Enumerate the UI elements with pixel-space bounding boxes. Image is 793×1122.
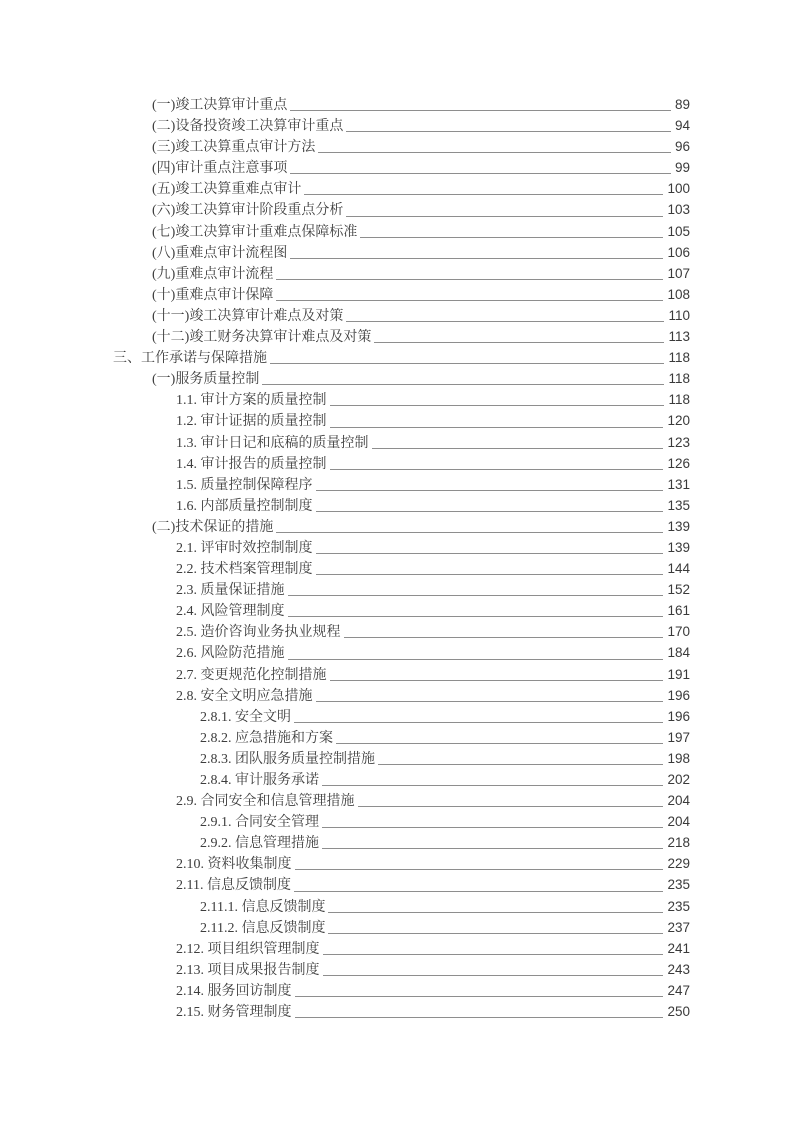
toc-entry-label: 2.2. 技术档案管理制度 — [176, 562, 313, 578]
toc-entry-label: 1.2. 审计证据的质量控制 — [176, 414, 327, 430]
toc-entry-label: (五)竣工决算重难点审计 — [152, 182, 302, 198]
toc-entry-page-number: 241 — [667, 940, 690, 956]
leader-line — [346, 216, 663, 217]
toc-entry-page-number: 94 — [674, 118, 690, 134]
toc-entry-label: 三、工作承诺与保障措施 — [113, 351, 267, 367]
toc-entry-label: 2.1. 评审时效控制制度 — [176, 540, 313, 556]
toc-entry[interactable] — [113, 115, 690, 136]
toc-entry[interactable] — [113, 368, 690, 389]
toc-entry-label: 2.8.4. 审计服务承诺 — [200, 773, 319, 788]
toc-entry[interactable] — [113, 748, 690, 769]
toc-entry[interactable] — [113, 495, 690, 516]
toc-entry-page-number: 191 — [667, 666, 690, 682]
toc-entry[interactable] — [113, 727, 690, 748]
leader-line — [360, 237, 663, 238]
toc-entry-label: 2.4. 风险管理制度 — [176, 604, 285, 620]
leader-line — [328, 912, 663, 913]
toc-entry-page-number: 184 — [667, 645, 690, 661]
toc-entry-page-number: 204 — [667, 814, 690, 830]
toc-entry[interactable] — [113, 94, 690, 115]
toc-entry-page-number: 139 — [667, 539, 690, 555]
toc-entry[interactable] — [113, 579, 690, 600]
toc-entry[interactable] — [113, 853, 690, 874]
toc-entry-page-number: 131 — [667, 476, 690, 492]
toc-entry[interactable] — [113, 410, 690, 431]
leader-line — [295, 996, 664, 997]
leader-line — [316, 574, 664, 575]
leader-line — [316, 511, 664, 512]
toc-entry-page-number: 110 — [668, 307, 690, 323]
toc-entry[interactable] — [113, 832, 690, 853]
toc-entry-page-number: 96 — [674, 139, 690, 155]
toc-entry[interactable] — [113, 347, 690, 368]
leader-line — [322, 785, 663, 786]
leader-line — [328, 933, 663, 934]
toc-entry-label: 1.4. 审计报告的质量控制 — [176, 456, 327, 472]
toc-entry-label: 2.11. 信息反馈制度 — [176, 878, 291, 894]
toc-entry-page-number: 89 — [674, 97, 690, 112]
toc-entry[interactable] — [113, 136, 690, 157]
toc-entry-page-number: 202 — [667, 772, 690, 787]
toc-entry-page-number: 105 — [667, 223, 690, 239]
leader-line — [358, 806, 664, 807]
toc-entry-page-number: 107 — [667, 265, 690, 281]
leader-line — [318, 152, 671, 153]
leader-line — [330, 469, 664, 470]
leader-line — [344, 637, 664, 638]
toc-entry-label: 2.15. 财务管理制度 — [176, 1005, 292, 1021]
toc-entry-page-number: 120 — [667, 413, 690, 429]
toc-entry-label: 2.9.1. 合同安全管理 — [200, 815, 319, 831]
leader-line — [290, 258, 663, 259]
leader-line — [270, 363, 664, 364]
toc-entry[interactable] — [113, 959, 690, 980]
toc-entry-label: 1.6. 内部质量控制制度 — [176, 498, 313, 514]
toc-entry-label: 2.13. 项目成果报告制度 — [176, 962, 320, 978]
toc-entry[interactable] — [113, 600, 690, 621]
leader-line — [372, 448, 664, 449]
toc-entry[interactable] — [113, 685, 690, 706]
toc-entry[interactable] — [113, 980, 690, 1001]
toc-entry-label: 2.8.3. 团队服务质量控制措施 — [200, 751, 375, 767]
leader-line — [276, 279, 663, 280]
leader-line — [295, 1017, 664, 1018]
toc-entry[interactable] — [113, 157, 690, 178]
leader-line — [276, 300, 663, 301]
leader-line — [288, 595, 664, 596]
toc-entry[interactable] — [113, 621, 690, 642]
leader-line — [336, 743, 663, 744]
toc-entry-page-number: 198 — [667, 750, 690, 766]
toc-entry-page-number: 161 — [667, 603, 690, 619]
leader-line — [304, 194, 663, 195]
toc-entry-label: (七)竣工决算审计重难点保障标准 — [152, 224, 358, 240]
leader-line — [295, 869, 664, 870]
leader-line — [294, 891, 663, 892]
toc-entry-label: 1.1. 审计方案的质量控制 — [176, 393, 327, 409]
leader-line — [346, 321, 664, 322]
leader-line — [330, 405, 665, 406]
toc-entry-page-number: 118 — [668, 350, 690, 366]
toc-entry-label: 2.5. 造价咨询业务执业规程 — [176, 625, 341, 641]
toc-entry-page-number: 139 — [667, 518, 690, 534]
toc-entry-label: 1.3. 审计日记和底稿的质量控制 — [176, 435, 369, 451]
toc-entry[interactable] — [113, 199, 690, 220]
toc-entry-label: (三)竣工决算重点审计方法 — [152, 140, 316, 156]
toc-entry[interactable] — [113, 642, 690, 663]
toc-entry-label: (一)服务质量控制 — [152, 372, 260, 388]
toc-entry-label: 2.3. 质量保证措施 — [176, 583, 285, 599]
toc-entry-page-number: 113 — [668, 329, 690, 345]
leader-line — [316, 701, 664, 702]
toc-entry-label: 2.8.2. 应急措施和方案 — [200, 730, 333, 746]
toc-entry-label: (四)审计重点注意事项 — [152, 161, 288, 177]
toc-entry[interactable] — [113, 474, 690, 495]
toc-entry[interactable] — [113, 305, 690, 326]
toc-entry[interactable] — [113, 178, 690, 199]
leader-line — [322, 848, 663, 849]
toc-entry-page-number: 243 — [667, 961, 690, 977]
toc-entry-label: (二)设备投资竣工决算审计重点 — [152, 119, 344, 135]
toc-entry-page-number: 144 — [667, 561, 690, 577]
toc-entry-label: 2.7. 变更规范化控制措施 — [176, 667, 327, 683]
toc-entry[interactable] — [113, 938, 690, 959]
leader-line — [294, 722, 663, 723]
toc-entry-label: 1.5. 质量控制保障程序 — [176, 477, 313, 493]
toc-entry[interactable] — [113, 516, 690, 537]
toc-entry-label: 2.6. 风险防范措施 — [176, 646, 285, 662]
leader-line — [330, 680, 664, 681]
toc-entry[interactable] — [113, 896, 690, 917]
toc-entry-page-number: 118 — [668, 371, 690, 387]
toc-entry-label: 2.14. 服务回访制度 — [176, 983, 292, 999]
leader-line — [322, 827, 663, 828]
toc-entry-label: 2.8. 安全文明应急措施 — [176, 688, 313, 704]
toc-entry[interactable] — [113, 874, 690, 895]
toc-entry[interactable] — [113, 242, 690, 263]
toc-entry[interactable] — [113, 432, 690, 453]
leader-line — [323, 975, 664, 976]
toc-entry-page-number: 204 — [667, 793, 690, 809]
toc-entry-label: (十一)竣工决算审计难点及对策 — [152, 308, 344, 324]
toc-entry-page-number: 247 — [667, 982, 690, 998]
toc-entry-page-number: 235 — [667, 877, 690, 893]
toc-entry-page-number: 197 — [667, 729, 690, 745]
toc-entry-label: 2.12. 项目组织管理制度 — [176, 941, 320, 957]
toc-entry-label: (二)技术保证的措施 — [152, 519, 274, 535]
toc-entry-label: (六)竣工决算审计阶段重点分析 — [152, 203, 344, 219]
toc-entry[interactable] — [113, 537, 690, 558]
toc-entry-page-number: 103 — [667, 202, 690, 218]
toc-entry[interactable] — [113, 664, 690, 685]
toc-entry-label: 2.11.1. 信息反馈制度 — [200, 899, 326, 915]
toc-entry[interactable] — [113, 811, 690, 832]
toc-entry-page-number: 196 — [667, 708, 690, 724]
toc-entry-label: (十)重难点审计保障 — [152, 287, 274, 303]
toc-entry[interactable] — [113, 558, 690, 579]
toc-entry[interactable] — [113, 263, 690, 284]
toc-entry-page-number: 250 — [667, 1004, 690, 1020]
toc-entry-label: 2.11.2. 信息反馈制度 — [200, 920, 326, 936]
leader-line — [290, 173, 671, 174]
toc-entry-label: 2.9.2. 信息管理措施 — [200, 836, 319, 852]
toc-entry-label: (九)重难点审计流程 — [152, 266, 274, 282]
toc-entry[interactable] — [113, 453, 690, 474]
toc-entry-page-number: 135 — [667, 497, 690, 513]
toc-entry-page-number: 106 — [667, 244, 690, 260]
leader-line — [316, 553, 664, 554]
toc-entry-page-number: 126 — [667, 455, 690, 471]
toc-entry-page-number: 170 — [667, 624, 690, 640]
toc-entry[interactable] — [113, 221, 690, 242]
leader-line — [346, 131, 671, 132]
toc-entry[interactable] — [113, 706, 690, 727]
toc-entry-label: 2.8.1. 安全文明 — [200, 709, 291, 725]
toc-entry[interactable] — [113, 326, 690, 347]
leader-line — [276, 532, 663, 533]
toc-entry-label: (一)竣工决算审计重点 — [152, 98, 288, 113]
leader-line — [374, 342, 664, 343]
leader-line — [288, 659, 664, 660]
toc-entry[interactable] — [113, 917, 690, 938]
toc-entry-page-number: 100 — [667, 181, 690, 197]
leader-line — [290, 110, 671, 111]
table-of-contents — [113, 94, 690, 1022]
toc-entry-page-number: 108 — [667, 286, 690, 302]
toc-entry[interactable] — [113, 284, 690, 305]
toc-entry-label: 2.10. 资料收集制度 — [176, 857, 292, 873]
toc-entry-page-number: 237 — [667, 919, 690, 935]
toc-entry-page-number: 152 — [667, 582, 690, 598]
toc-entry-page-number: 123 — [667, 434, 690, 450]
toc-entry[interactable] — [113, 769, 690, 790]
leader-line — [378, 764, 663, 765]
toc-entry-label: (八)重难点审计流程图 — [152, 245, 288, 261]
leader-line — [288, 616, 664, 617]
toc-entry-page-number: 99 — [674, 160, 690, 176]
toc-entry[interactable] — [113, 1001, 690, 1022]
leader-line — [323, 954, 664, 955]
leader-line — [316, 490, 664, 491]
toc-entry[interactable] — [113, 389, 690, 410]
toc-entry-page-number: 235 — [667, 898, 690, 914]
toc-entry-page-number: 229 — [667, 856, 690, 872]
leader-line — [330, 427, 664, 428]
toc-entry-label: 2.9. 合同安全和信息管理措施 — [176, 794, 355, 810]
toc-entry-page-number: 196 — [667, 687, 690, 703]
toc-entry[interactable] — [113, 790, 690, 811]
toc-entry-page-number: 118 — [668, 392, 690, 408]
toc-entry-label: (十二)竣工财务决算审计难点及对策 — [152, 330, 372, 346]
leader-line — [262, 384, 664, 385]
toc-entry-page-number: 218 — [667, 835, 690, 851]
